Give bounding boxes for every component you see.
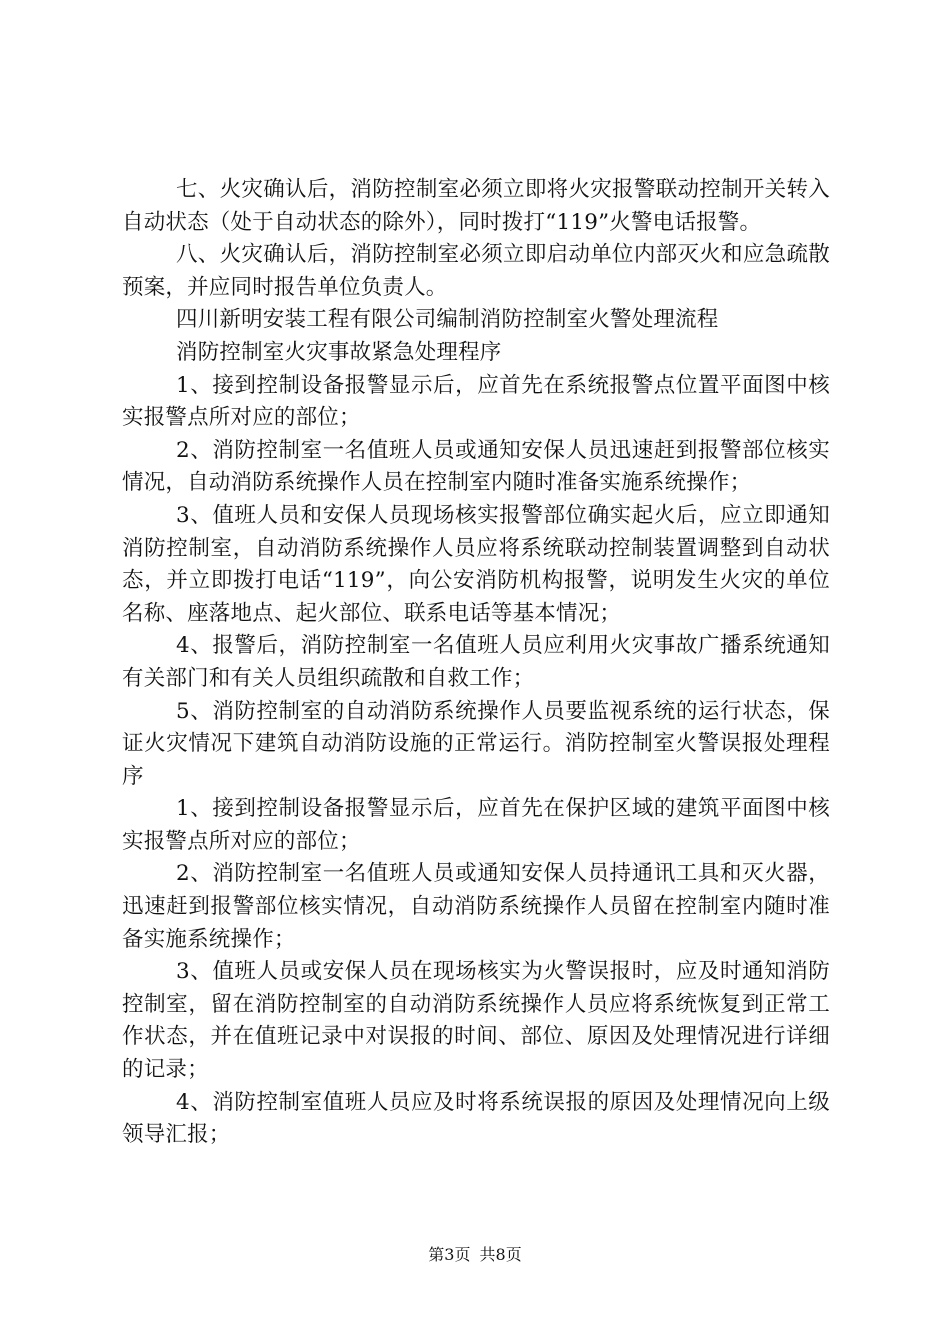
document-body bbox=[122, 174, 830, 1152]
document-section-title: 四川新明安装工程有限公司编制消防控制室火警处理流程 bbox=[176, 307, 719, 333]
fire-step-3: 3、值班人员和安保人员现场核实报警部位确实起火后，应立即通知消防控制室，自动消防系统操作人员应将系统联动控制装置调整到自动状态，并立即拨打电话“119”，向公安消防机构报警，说明发生火灾的单位名称、座落地点、起火部位、联系电话等基本情况； bbox=[122, 502, 830, 626]
page-footer bbox=[0, 1245, 950, 1265]
page-total: 共8页 bbox=[479, 1245, 522, 1264]
procedure-heading-fire: 消防控制室火灾事故紧急处理程序 bbox=[176, 339, 502, 365]
false-alarm-step-3: 3、值班人员或安保人员在现场核实为火警误报时，应及时通知消防控制室，留在消防控制室的自动消防系统操作人员应将系统恢复到正常工作状态，并在值班记录中对误报的时间、部位、原因及处理情况进行详细的记录； bbox=[122, 959, 830, 1083]
fire-step-5: 5、消防控制室的自动消防系统操作人员要监视系统的运行状态，保证火灾情况下建筑自动消防设施的正常运行。消防控制室火警误报处理程序 bbox=[122, 698, 830, 789]
page-number: 第3页 bbox=[428, 1245, 471, 1264]
paragraph-fire-confirm-plan: 八、火灾确认后，消防控制室必须立即启动单位内部灭火和应急疏散预案，并应同时报告单位负责人。 bbox=[122, 242, 830, 300]
paragraph-fire-confirm-auto: 七、火灾确认后，消防控制室必须立即将火灾报警联动控制开关转入自动状态（处于自动状态的除外），同时拨打“119”火警电话报警。 bbox=[122, 177, 830, 235]
false-alarm-step-4: 4、消防控制室值班人员应及时将系统误报的原因及处理情况向上级领导汇报； bbox=[122, 1089, 830, 1148]
fire-step-1: 1、接到控制设备报警显示后，应首先在系统报警点位置平面图中核实报警点所对应的部位； bbox=[122, 372, 830, 431]
fire-step-2: 2、消防控制室一名值班人员或通知安保人员迅速赶到报警部位核实情况，自动消防系统操作人员在控制室内随时准备实施系统操作； bbox=[122, 437, 830, 496]
fire-step-4: 4、报警后，消防控制室一名值班人员应利用火灾事故广播系统通知有关部门和有关人员组织疏散和自救工作； bbox=[122, 633, 830, 691]
false-alarm-step-1: 1、接到控制设备报警显示后，应首先在保护区域的建筑平面图中核实报警点所对应的部位； bbox=[122, 796, 830, 854]
false-alarm-step-2: 2、消防控制室一名值班人员或通知安保人员持通讯工具和灭火器，迅速赶到报警部位核实情况，自动消防系统操作人员留在控制室内随时准备实施系统操作； bbox=[122, 861, 830, 952]
